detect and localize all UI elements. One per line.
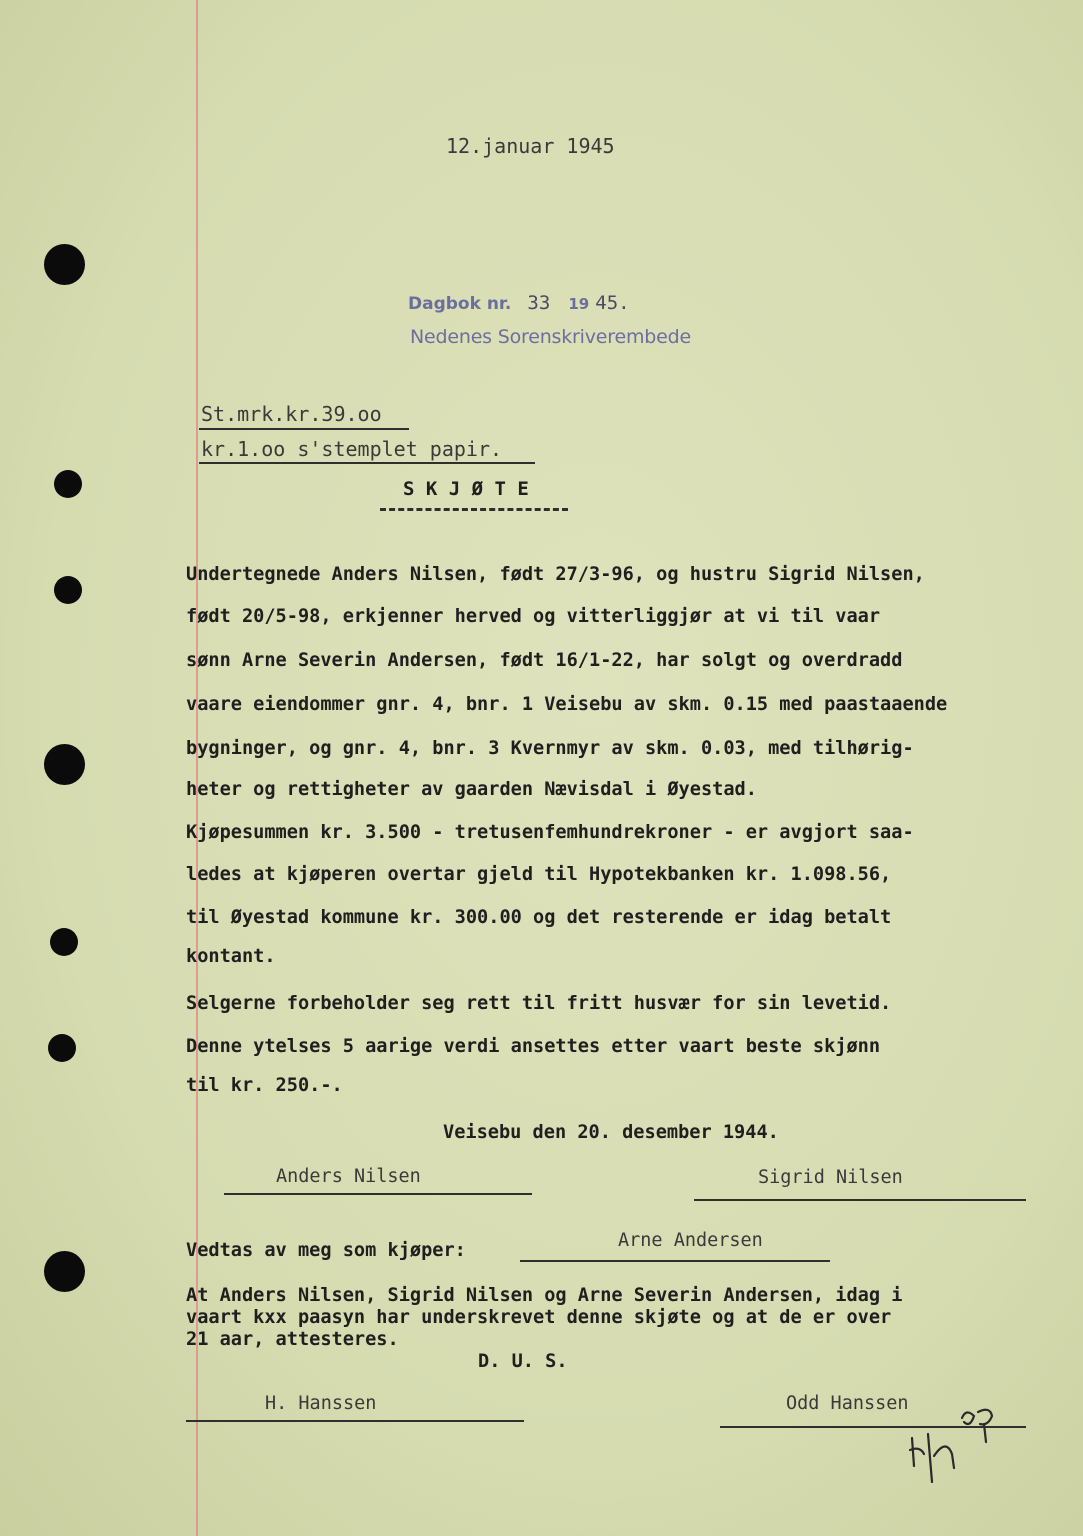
stamp-dagbok-number: 33	[527, 292, 551, 314]
title-underline	[380, 508, 568, 511]
attestation-line: At Anders Nilsen, Sigrid Nilsen og Arne Severin Andersen, idag i	[186, 1285, 903, 1306]
underline	[199, 462, 535, 464]
underline	[199, 428, 409, 430]
body-line: heter og rettigheter av gaarden Nævisdal i Øyestad.	[186, 779, 757, 800]
body-line: bygninger, og gnr. 4, bnr. 3 Kvernmyr av skm. 0.03, med tilhørig-	[186, 738, 914, 759]
body-line: til Øyestad kommune kr. 300.00 og det resterende er idag betalt	[186, 907, 892, 928]
signature-line	[224, 1193, 532, 1195]
body-line: født 20/5-98, erkjenner herved og vitterliggjør at vi til vaar	[186, 606, 881, 627]
stamp-office: Nedenes Sorenskriverembede	[410, 326, 691, 348]
witness-signature-1: H. Hanssen	[265, 1393, 377, 1414]
buyer-label: Vedtas av meg som kjøper:	[186, 1240, 466, 1261]
punch-hole	[48, 1034, 76, 1062]
document-date: 12.januar 1945	[446, 134, 615, 158]
body-line: sønn Arne Severin Andersen, født 16/1-22, har solgt og overdradd	[186, 650, 903, 671]
attestation-line: vaart kxx paasyn har underskrevet denne skjøte og at de er over	[186, 1307, 892, 1328]
stamp-year-suffix: 45.	[595, 292, 630, 314]
signature-line	[520, 1260, 830, 1262]
stamp-dagbok-prefix: Dagbok nr.	[408, 294, 512, 314]
signature-line	[186, 1420, 524, 1422]
signature-line	[694, 1199, 1026, 1201]
punch-hole	[54, 470, 82, 498]
seller-signature-2: Sigrid Nilsen	[758, 1167, 903, 1188]
punch-hole	[44, 244, 85, 285]
stamp-year-prefix: 19	[568, 295, 590, 313]
punch-hole	[54, 576, 82, 604]
seller-signature-1: Anders Nilsen	[276, 1166, 421, 1187]
document-title: S K J Ø T E	[403, 478, 529, 500]
witness-signature-2: Odd Hanssen	[786, 1393, 909, 1414]
stamp-dagbok-line	[408, 292, 630, 314]
body-line: Undertegnede Anders Nilsen, født 27/3-96, og hustru Sigrid Nilsen,	[186, 564, 925, 585]
body-line: kontant.	[186, 946, 276, 967]
dus-line: D. U. S.	[478, 1351, 568, 1372]
stamp-duty-line2: kr.1.oo s'stemplet papir.	[201, 437, 503, 461]
body-line: til kr. 250.-.	[186, 1075, 343, 1096]
attestation-line: 21 aar, attesteres.	[186, 1329, 399, 1350]
buyer-signature: Arne Andersen	[618, 1230, 763, 1251]
punch-hole	[44, 1251, 85, 1292]
punch-hole	[44, 744, 85, 785]
body-line: vaare eiendommer gnr. 4, bnr. 1 Veisebu av skm. 0.15 med paastaaende	[186, 694, 948, 715]
body-line: Selgerne forbeholder seg rett til fritt husvær for sin levetid.	[186, 993, 892, 1014]
body-line: Denne ytelses 5 aarige verdi ansettes etter vaart beste skjønn	[186, 1036, 881, 1057]
handwritten-initials	[900, 1398, 1020, 1498]
place-date: Veisebu den 20. desember 1944.	[443, 1122, 779, 1143]
body-line: Kjøpesummen kr. 3.500 - tretusenfemhundrekroner - er avgjort saa-	[186, 822, 914, 843]
stamp-duty-line1: St.mrk.kr.39.oo	[201, 402, 382, 426]
punch-hole	[50, 928, 78, 956]
body-line: ledes at kjøperen overtar gjeld til Hypotekbanken kr. 1.098.56,	[186, 864, 892, 885]
